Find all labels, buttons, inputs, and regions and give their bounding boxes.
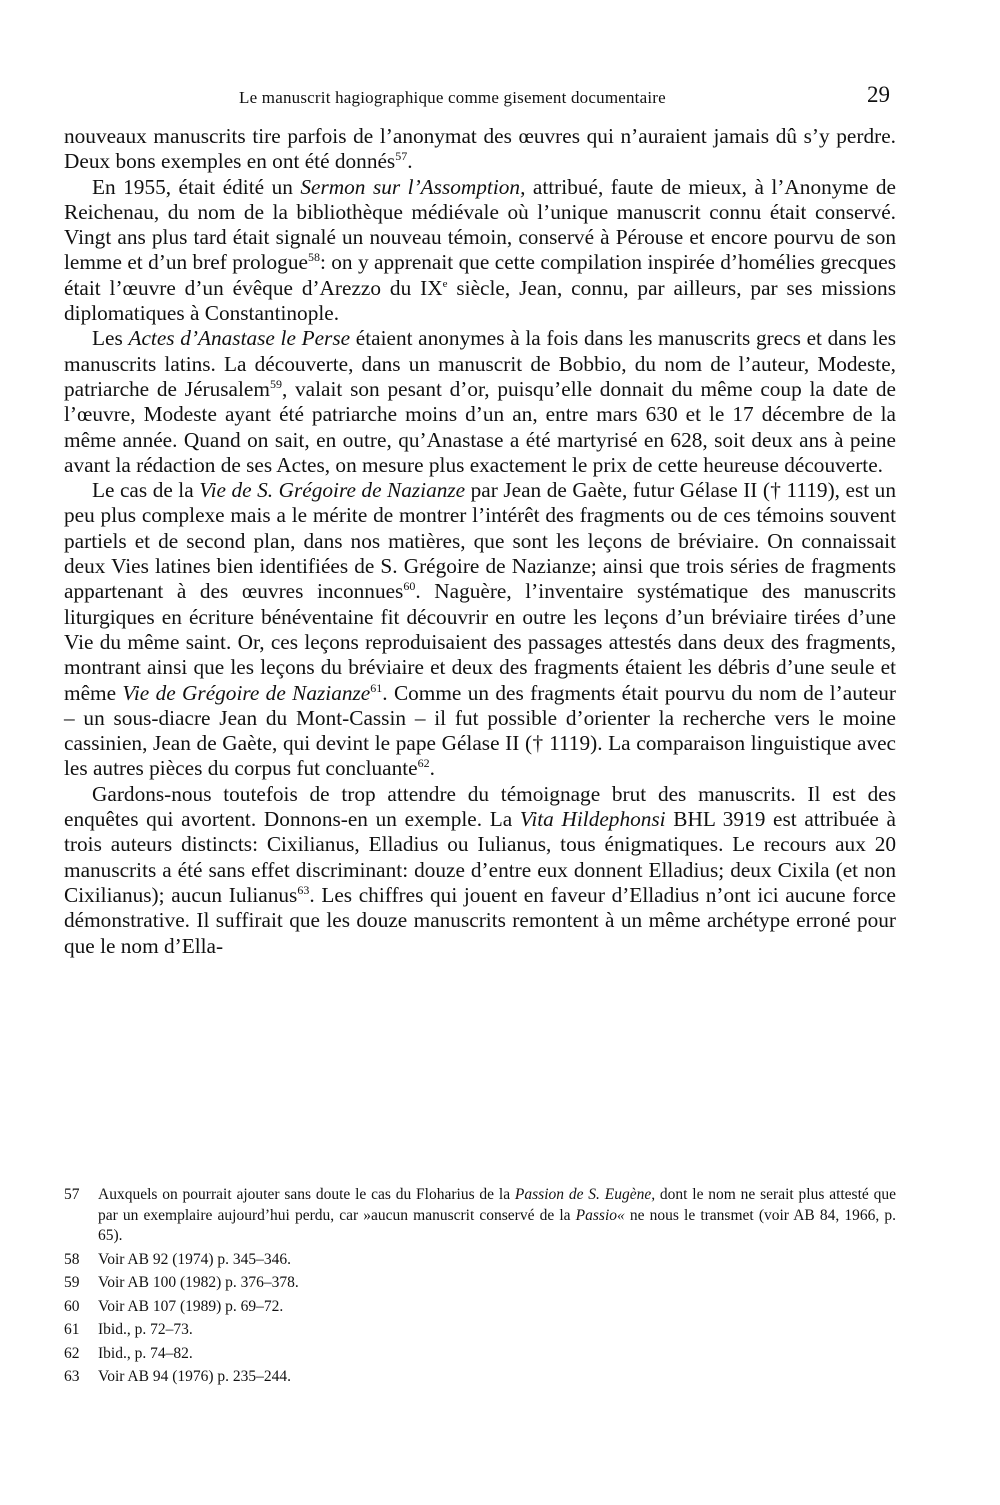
page xyxy=(64,82,896,959)
running-title: Le manuscrit hagiographique comme gisement documentaire xyxy=(239,88,666,107)
footnote-57 xyxy=(64,1185,896,1247)
footnote-ref-60[interactable]: 60 xyxy=(403,579,416,594)
body-text xyxy=(64,124,896,959)
paragraph-text: : on y apprenait que cette compilation inspirée d’homélies grecques était l’œuvre d’un évêque d’Arezzo du IX xyxy=(64,250,896,300)
paragraph-1 xyxy=(64,124,896,175)
paragraph-text: . Les chiffres qui jouent en faveur d’Elladius n’ont ici aucune force démonstrative. Il suffirait que les douze manuscrits remontent à un même archétype erroné pour que le nom d’Ella- xyxy=(64,882,896,958)
work-title-actes: Actes d’Anastase le Perse xyxy=(128,326,351,351)
footnote-number: 63 xyxy=(64,1368,80,1385)
footnote-62 xyxy=(64,1344,896,1365)
footnote-ref-58[interactable]: 58 xyxy=(307,250,320,265)
paragraph-text: nouveaux manuscrits tire parfois de l’anonymat des œuvres qui n’auraient jamais dû s’y perdre. Deux bons exemples en ont été donnés xyxy=(64,124,896,174)
footnote-text: Ibid., p. 72–73. xyxy=(98,1321,193,1338)
footnote-text-part: Auxquels on pourrait ajouter sans doute le cas du Floharius de la xyxy=(98,1186,515,1203)
footnote-60 xyxy=(64,1297,896,1318)
paragraph-text: . Comme un des fragments était pourvu du nom de l’auteur – un sous-diacre Jean du Mont-Cassin – il fut possible d’orienter la recherche vers le moine cassinien, Jean de Gaète, qui devint le pape Gélase II († 1119). La comparaison linguistique avec les autres pièces du corpus fut concluante xyxy=(64,680,896,781)
paragraph-text: . Naguère, l’inventaire systématique des manuscrits liturgiques en écriture bénéventaine fit découvrir en outre les leçons d’un bréviaire tirées d’une Vie du même saint. Or, ces leçons reproduisaient des passages attestés dans deux des fragments, montrant ainsi que les leçons du bréviaire et deux des fragments étaient les débris d’une seule et même xyxy=(64,579,896,705)
work-title-vie-gregoire: Vie de S. Grégoire de Nazianze xyxy=(199,478,466,503)
footnote-text-part: dont le nom ne serait plus attesté que par un exemplaire aujourd’hui perdu, car »aucun manuscrit conservé de la xyxy=(98,1186,896,1224)
running-header xyxy=(64,82,896,122)
paragraph-text: Gardons-nous toutefois de trop attendre du témoignage brut des manuscrits. Il est des enquêtes qui avortent. Donnons-en un exemple. La xyxy=(64,781,896,832)
footnote-number: 58 xyxy=(64,1250,80,1268)
footnote-ref-63[interactable]: 63 xyxy=(297,882,310,897)
footnote-number: 62 xyxy=(64,1344,80,1362)
footnote-ref-59[interactable]: 59 xyxy=(269,376,282,391)
paragraph-4 xyxy=(64,478,896,782)
paragraph-3 xyxy=(64,326,896,478)
paragraph-text: . xyxy=(429,756,435,781)
paragraph-text: En 1955, était édité un xyxy=(92,174,301,199)
footnote-text-part: ne nous le transmet (voir AB 84, 1966, p. 65). xyxy=(98,1206,896,1244)
work-title-vita-hildephonsi: Vita Hildephonsi xyxy=(519,807,666,832)
paragraph-text: Les xyxy=(92,326,129,351)
footnote-text: Voir AB 94 (1976) p. 235–244. xyxy=(98,1368,292,1385)
paragraph-2 xyxy=(64,175,896,327)
century-superscript: e xyxy=(442,277,448,290)
paragraph-text: siècle, Jean, connu, par ailleurs, par ses missions diplomatiques à Constantinople. xyxy=(64,275,896,326)
footnote-text: Ibid., p. 74–82. xyxy=(98,1344,193,1362)
paragraph-text: étaient anonymes à la fois dans les manuscrits grecs et dans les manuscrits latins. La découverte, dans un manuscrit de Bobbio, du nom de l’auteur, Modeste, patriarche de Jérusalem xyxy=(64,326,897,401)
paragraph-text: Le cas de la xyxy=(92,478,200,503)
footnote-italic: Passio« xyxy=(575,1206,625,1224)
footnote-59 xyxy=(64,1273,896,1294)
footnote-text: Voir AB 107 (1989) p. 69–72. xyxy=(98,1297,284,1315)
footnote-ref-57[interactable]: 57 xyxy=(395,149,408,164)
footnote-text: Voir AB 100 (1982) p. 376–378. xyxy=(98,1274,299,1291)
work-title-vie-gregoire-2: Vie de Grégoire de Nazianze xyxy=(122,680,371,705)
paragraph-text: BHL 3919 est attribuée à trois auteurs distincts: Cixilianus, Elladius ou Iulianus, tous énigmatiques. Le recours aux 20 manuscrits a été sans effet discriminant: douze d’entre eux donnent Elladius; deux Cixila (et non Cixilianus); aucun Iulianus xyxy=(64,807,896,907)
footnote-number: 61 xyxy=(64,1321,80,1338)
work-title-sermon: Sermon sur l’Assomption, xyxy=(300,174,526,199)
paragraph-text: . xyxy=(407,149,413,174)
footnote-ref-62[interactable]: 62 xyxy=(417,756,430,771)
footnote-italic: Passion de S. Eugène, xyxy=(514,1186,656,1203)
footnotes xyxy=(64,1185,896,1391)
paragraph-text: par Jean de Gaète, futur Gélase II († 1119), est un peu plus complexe mais a le mérite de montrer l’intérêt des fragments ou de ces témoins souvent partiels et de second plan, dans nos matières, que sont les leçons de bréviaire. On connaissait deux Vies latines bien identifiées de S. Grégoire de Nazianze; ainsi que trois séries de fragments appartenant à des œuvres inconnues xyxy=(64,478,896,604)
paragraph-text: attribué, faute de mieux, à l’Anonyme de Reichenau, du nom de la bibliothèque médiévale où l’unique manuscrit connu était conservé. Vingt ans plus tard était signalé un nouveau témoin, conservé à Pérouse et encore pourvu de son lemme et d’un bref prologue xyxy=(64,174,896,275)
footnote-number: 57 xyxy=(64,1186,80,1203)
footnote-text xyxy=(98,1185,896,1247)
page-number: 29 xyxy=(867,82,890,107)
footnote-number: 59 xyxy=(64,1274,80,1291)
footnote-text: Voir AB 92 (1974) p. 345–346. xyxy=(98,1250,292,1268)
footnote-58 xyxy=(64,1250,896,1271)
footnote-ref-61[interactable]: 61 xyxy=(370,680,383,695)
paragraph-5 xyxy=(64,782,896,959)
paragraph-text: , valait son pesant d’or, puisqu’elle donnait du même coup la date de l’œuvre, Modeste ayant été patriarche moins d’un an, entre mars 630 et le 17 décembre de la même année. Quand on sait, en outre, qu’Anastase a été martyrisé en 628, soit deux ans à peine avant la rédaction de ses Actes, on mesure plus exactement le prix de cette heureuse découverte. xyxy=(64,376,896,477)
footnote-61 xyxy=(64,1320,896,1341)
footnote-63 xyxy=(64,1367,896,1388)
footnote-number: 60 xyxy=(64,1297,80,1315)
